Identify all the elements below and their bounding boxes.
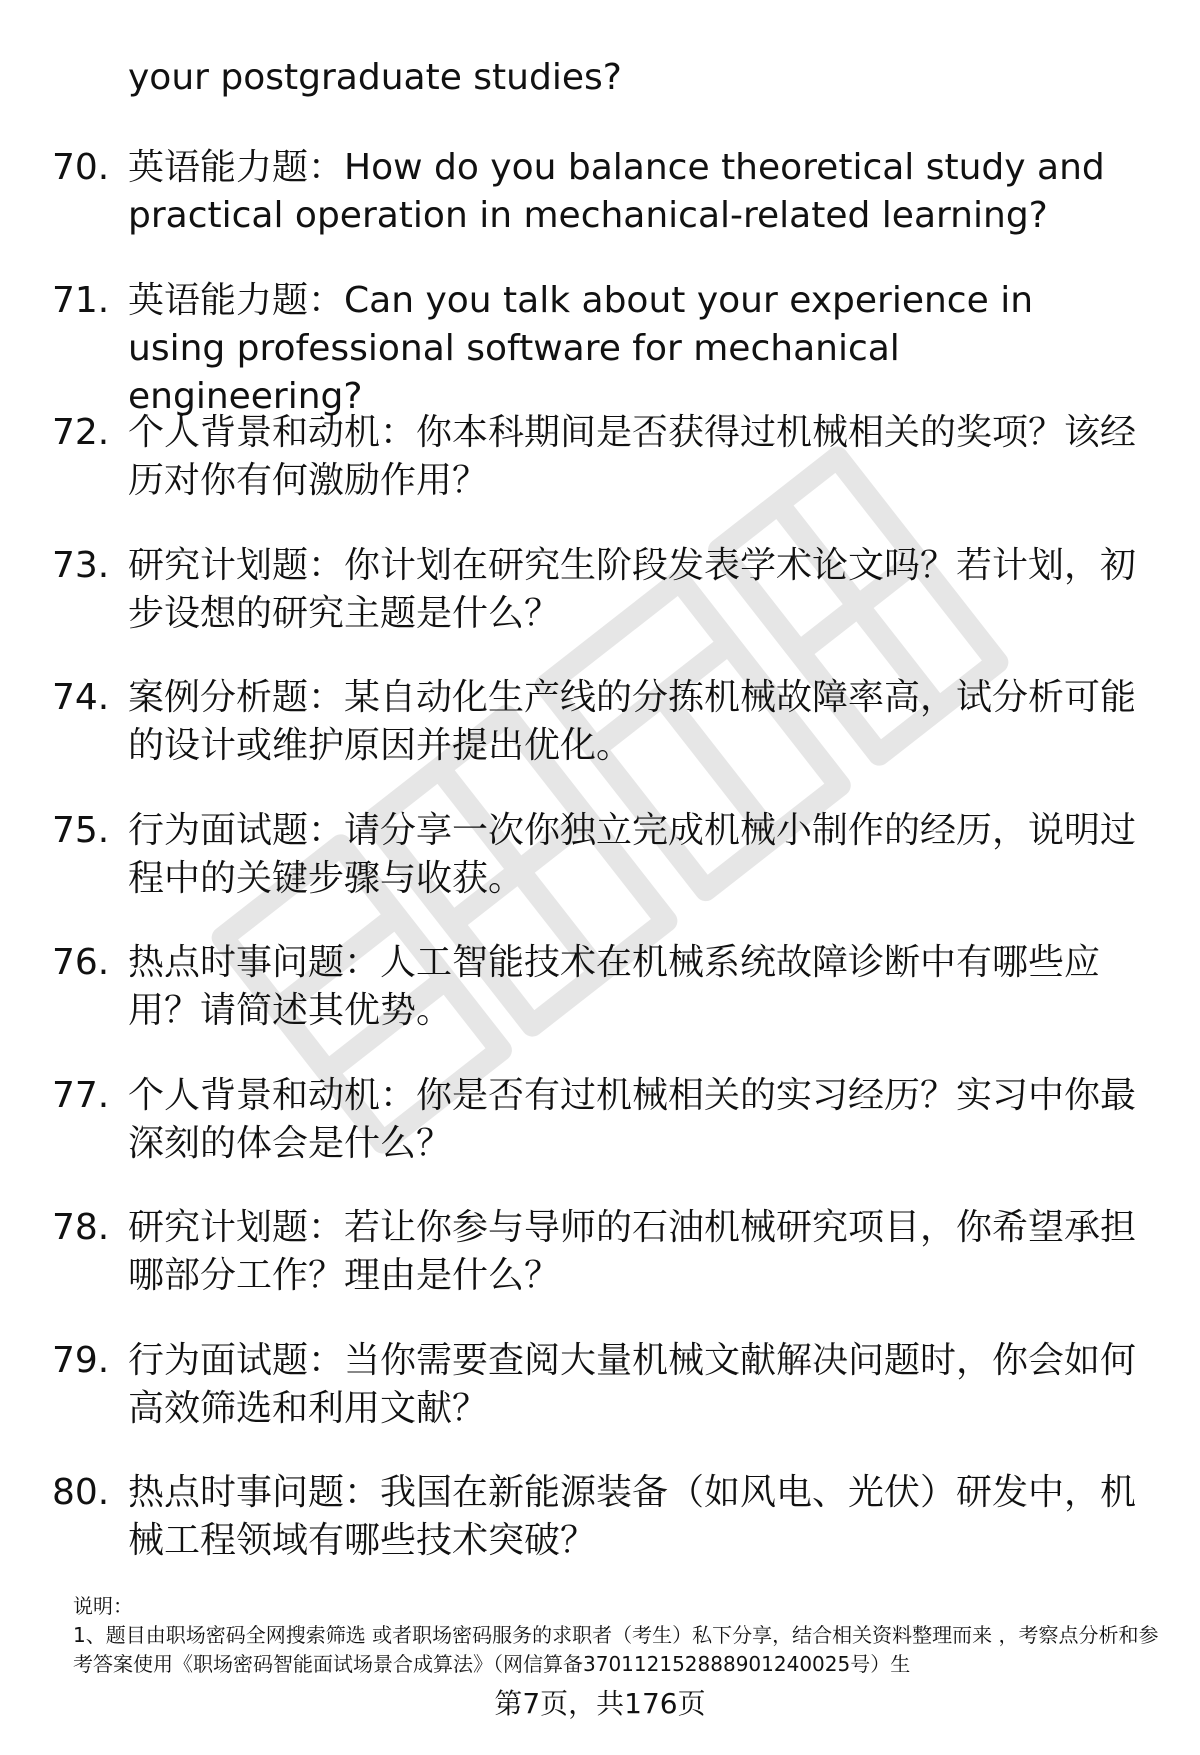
- question-text: 个人背景和动机：你本科期间是否获得过机械相关的奖项？该经历对你有何激励作用？: [128, 412, 1137, 501]
- question-text: 个人背景和动机：你是否有过机械相关的实习经历？实习中你最深刻的体会是什么？: [128, 1074, 1137, 1164]
- question-item: [0, 807, 1200, 940]
- question-text: 研究计划题：若让你参与导师的石油机械研究项目，你希望承担哪部分工作？理由是什么？: [128, 1207, 1137, 1296]
- question-item: [0, 674, 1200, 807]
- question-number: 72.: [52, 412, 110, 453]
- question-item: [0, 409, 1200, 542]
- question-number: 74.: [52, 677, 110, 718]
- question-number: 70.: [52, 147, 110, 188]
- question-number: 75.: [52, 809, 110, 851]
- question-item: [0, 939, 1200, 1072]
- notes-heading: 说明：: [73, 1594, 133, 1618]
- question-number: 79.: [52, 1339, 110, 1381]
- question-number: 77.: [52, 1074, 110, 1116]
- question-item: [0, 542, 1200, 675]
- question-text: 热点时事问题：人工智能技术在机械系统故障诊断中有哪些应用？请简述其优势。: [128, 942, 1101, 1031]
- question-item: [0, 144, 1200, 277]
- question-text: 研究计划题：你计划在研究生阶段发表学术论文吗？若计划，初步设想的研究主题是什么？: [128, 544, 1137, 634]
- notes-section: [73, 1592, 1163, 1679]
- question-text: 英语能力题：Can you talk about your experience in using professional software for mechanical engineering?: [128, 279, 1034, 417]
- question-number: 78.: [52, 1207, 110, 1248]
- question-list: [0, 144, 1200, 1602]
- question-number: 73.: [52, 544, 110, 586]
- question-item: [0, 1204, 1200, 1337]
- question-item: [0, 1469, 1200, 1602]
- question-number: 80.: [52, 1472, 110, 1513]
- question-text: 行为面试题：当你需要查阅大量机械文献解决问题时，你会如何高效筛选和利用文献？: [128, 1339, 1137, 1429]
- continuation-line: your postgraduate studies?: [128, 57, 622, 98]
- question-number: 71.: [52, 279, 110, 321]
- notes-paragraph: 1、题目由职场密码全网搜索筛选 或者职场密码服务的求职者（考生）私下分享，结合相关资料整理而来 ，考察点分析和参考答案使用《职场密码智能面试场景合成算法》（网信算备370112152888901240025号）生: [73, 1623, 1159, 1676]
- question-text: 英语能力题：How do you balance theoretical study and practical operation in mechanical-related learning?: [128, 147, 1105, 236]
- question-text: 行为面试题：请分享一次你独立完成机械小制作的经历，说明过程中的关键步骤与收获。: [128, 809, 1137, 899]
- question-item: [0, 1072, 1200, 1205]
- question-number: 76.: [52, 942, 110, 983]
- page-number: 第7页，共176页: [494, 1687, 706, 1720]
- question-item: [0, 1337, 1200, 1470]
- question-item: [0, 277, 1200, 417]
- question-text: 热点时事问题：我国在新能源装备（如风电、光伏）研发中，机械工程领域有哪些技术突破？: [128, 1472, 1137, 1561]
- question-text: 案例分析题：某自动化生产线的分拣机械故障率高，试分析可能的设计或维护原因并提出优化。: [128, 677, 1137, 766]
